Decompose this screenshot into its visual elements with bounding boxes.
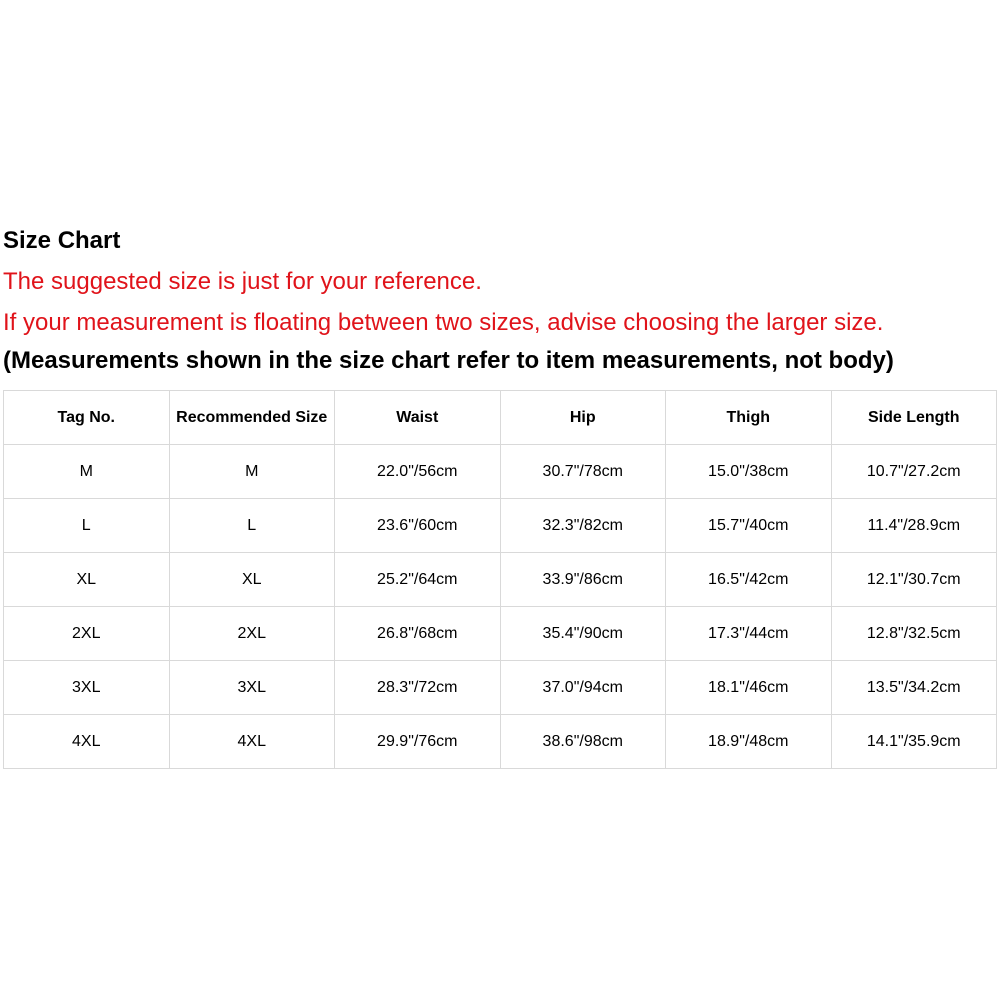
- column-header-side-length: Side Length: [831, 391, 997, 445]
- page-title: Size Chart: [3, 227, 121, 254]
- column-header-recommended-size: Recommended Size: [169, 391, 335, 445]
- table-cell: 3XL: [4, 661, 170, 715]
- table-cell: 12.8"/32.5cm: [831, 607, 997, 661]
- table-cell: 3XL: [169, 661, 335, 715]
- table-cell: 15.7"/40cm: [666, 499, 832, 553]
- table-cell: 12.1"/30.7cm: [831, 553, 997, 607]
- table-cell: XL: [169, 553, 335, 607]
- table-cell: 30.7"/78cm: [500, 445, 666, 499]
- table-cell: 32.3"/82cm: [500, 499, 666, 553]
- table-cell: 2XL: [169, 607, 335, 661]
- table-cell: 23.6"/60cm: [335, 499, 501, 553]
- reference-note: The suggested size is just for your reference.: [3, 268, 482, 295]
- table-cell: 25.2"/64cm: [335, 553, 501, 607]
- table-cell: L: [4, 499, 170, 553]
- table-cell: 4XL: [4, 715, 170, 769]
- table-cell: 10.7"/27.2cm: [831, 445, 997, 499]
- table-row: [4, 607, 997, 661]
- table-cell: M: [4, 445, 170, 499]
- table-cell: 15.0"/38cm: [666, 445, 832, 499]
- measurement-disclaimer: (Measurements shown in the size chart refer to item measurements, not body): [3, 347, 894, 374]
- column-header-tag-no: Tag No.: [4, 391, 170, 445]
- table-cell: M: [169, 445, 335, 499]
- table-row: [4, 661, 997, 715]
- table-cell: 16.5"/42cm: [666, 553, 832, 607]
- table-row: [4, 445, 997, 499]
- table-cell: XL: [4, 553, 170, 607]
- table-cell: 18.1"/46cm: [666, 661, 832, 715]
- table-cell: 18.9"/48cm: [666, 715, 832, 769]
- table-row: [4, 553, 997, 607]
- table-cell: 35.4"/90cm: [500, 607, 666, 661]
- table-cell: 13.5"/34.2cm: [831, 661, 997, 715]
- column-header-thigh: Thigh: [666, 391, 832, 445]
- table-cell: 28.3"/72cm: [335, 661, 501, 715]
- size-table: [3, 390, 997, 769]
- table-cell: 14.1"/35.9cm: [831, 715, 997, 769]
- table-cell: 17.3"/44cm: [666, 607, 832, 661]
- table-row: [4, 499, 997, 553]
- column-header-hip: Hip: [500, 391, 666, 445]
- table-header-row: [4, 391, 997, 445]
- sizing-advice-note: If your measurement is floating between two sizes, advise choosing the larger size.: [3, 309, 884, 336]
- table-cell: 33.9"/86cm: [500, 553, 666, 607]
- table-cell: 26.8"/68cm: [335, 607, 501, 661]
- table-cell: 22.0"/56cm: [335, 445, 501, 499]
- table-cell: 4XL: [169, 715, 335, 769]
- table-cell: 11.4"/28.9cm: [831, 499, 997, 553]
- table-cell: 37.0"/94cm: [500, 661, 666, 715]
- table-row: [4, 715, 997, 769]
- size-chart-section: [3, 224, 997, 769]
- table-cell: 29.9"/76cm: [335, 715, 501, 769]
- column-header-waist: Waist: [335, 391, 501, 445]
- table-cell: 2XL: [4, 607, 170, 661]
- table-cell: 38.6"/98cm: [500, 715, 666, 769]
- table-cell: L: [169, 499, 335, 553]
